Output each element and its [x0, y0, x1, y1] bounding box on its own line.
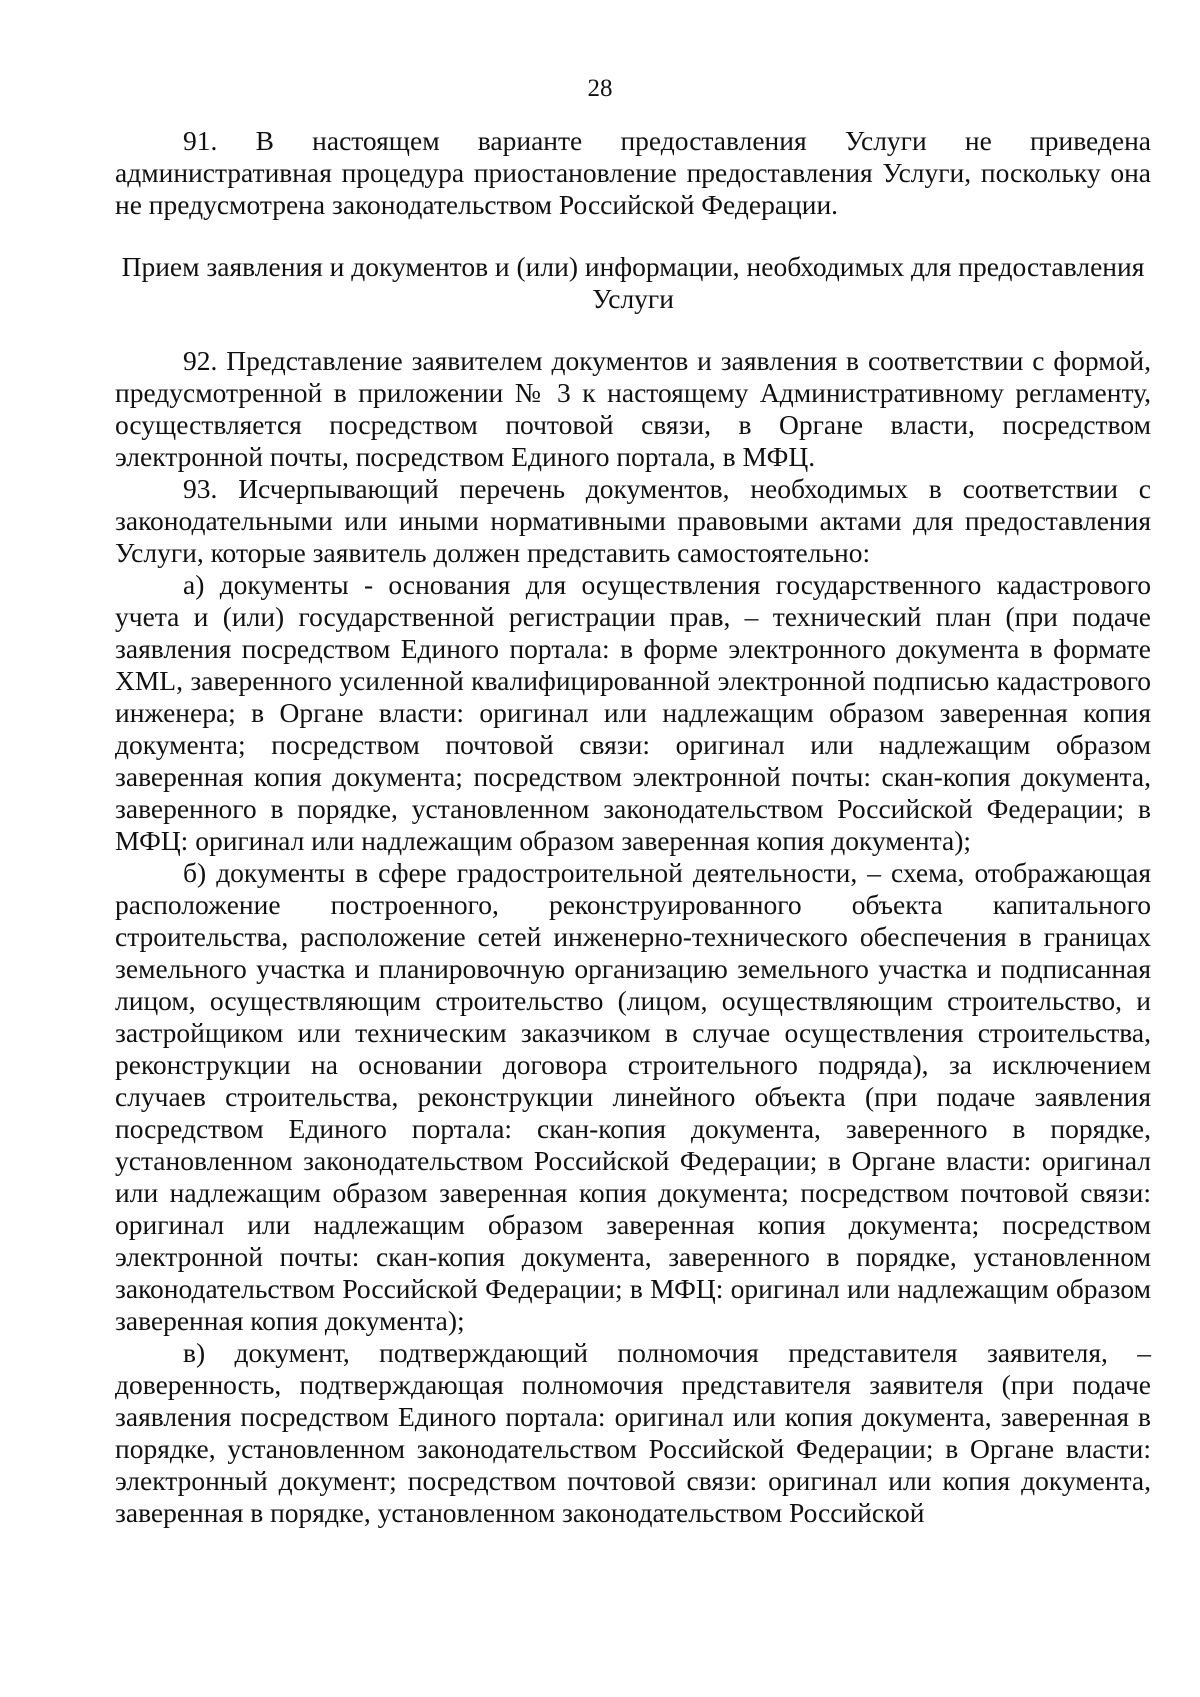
- paragraph-91: 91. В настоящем варианте предоставления Услуги не приведена административная процедура приостановление предоставления Услуги, поскольку она не предусмотрена законодательством Российской Федерации.: [115, 125, 1151, 220]
- paragraph-93: 93. Исчерпывающий перечень документов, необходимых в соответствии с законодательными или иными нормативными правовыми актами для предоставления Услуги, которые заявитель должен представить самостоятельно:: [115, 473, 1151, 568]
- document-body: [115, 125, 1151, 1529]
- paragraph-92: 92. Представление заявителем документов и заявления в соответствии с формой, предусмотренной в приложении № 3 к настоящему Административному регламенту, осуществляется посредством почтовой связи, в Органе власти, посредством электронной почты, посредством Единого портала, в МФЦ.: [115, 345, 1151, 472]
- section-heading: Прием заявления и документов и (или) информации, необходимых для предоставления Услуги: [121, 251, 1145, 314]
- page-number: 28: [587, 75, 613, 102]
- list-item-b: б) документы в сфере градостроительной деятельности, – схема, отображающая расположение построенного, реконструированного объекта капитального строительства, расположение сетей инженерно-технического обеспечения в границах земельного участка и планировочную организацию земельного участка и подписанная лицом, осуществляющим строительство (лицом, осуществляющим строительство, и застройщиком или техническим заказчиком в случае осуществления строительства, реконструкции на основании договора строительного подряда), за исключением случаев строительства, реконструкции линейного объекта (при подаче заявления посредством Единого портала: скан-копия документа, заверенного в порядке, установленном законодательством Российской Федерации; в Органе власти: оригинал или надлежащим образом заверенная копия документа; посредством почтовой связи: оригинал или надлежащим образом заверенная копия документа; посредством электронной почты: скан-копия документа, заверенного в порядке, установленном законодательством Российской Федерации; в МФЦ: оригинал или надлежащим образом заверенная копия документа);: [115, 857, 1151, 1336]
- list-item-a: а) документы - основания для осуществления государственного кадастрового учета и (или) государственной регистрации прав, – технический план (при подаче заявления посредством Единого портала: в форме электронного документа в формате XML, заверенного усиленной квалифицированной электронной подписью кадастрового инженера; в Органе власти: оригинал или надлежащим образом заверенная копия документа; посредством почтовой связи: оригинал или надлежащим образом заверенная копия документа; посредством электронной почты: скан-копия документа, заверенного в порядке, установленном законодательством Российской Федерации; в МФЦ: оригинал или надлежащим образом заверенная копия документа);: [115, 569, 1151, 856]
- list-item-v: в) документ, подтверждающий полномочия представителя заявителя, – доверенность, подтверждающая полномочия представителя заявителя (при подаче заявления посредством Единого портала: оригинал или копия документа, заверенная в порядке, установленном законодательством Российской Федерации; в Органе власти: электронный документ; посредством почтовой связи: оригинал или копия документа, заверенная в порядке, установленном законодательством Российской: [115, 1337, 1151, 1528]
